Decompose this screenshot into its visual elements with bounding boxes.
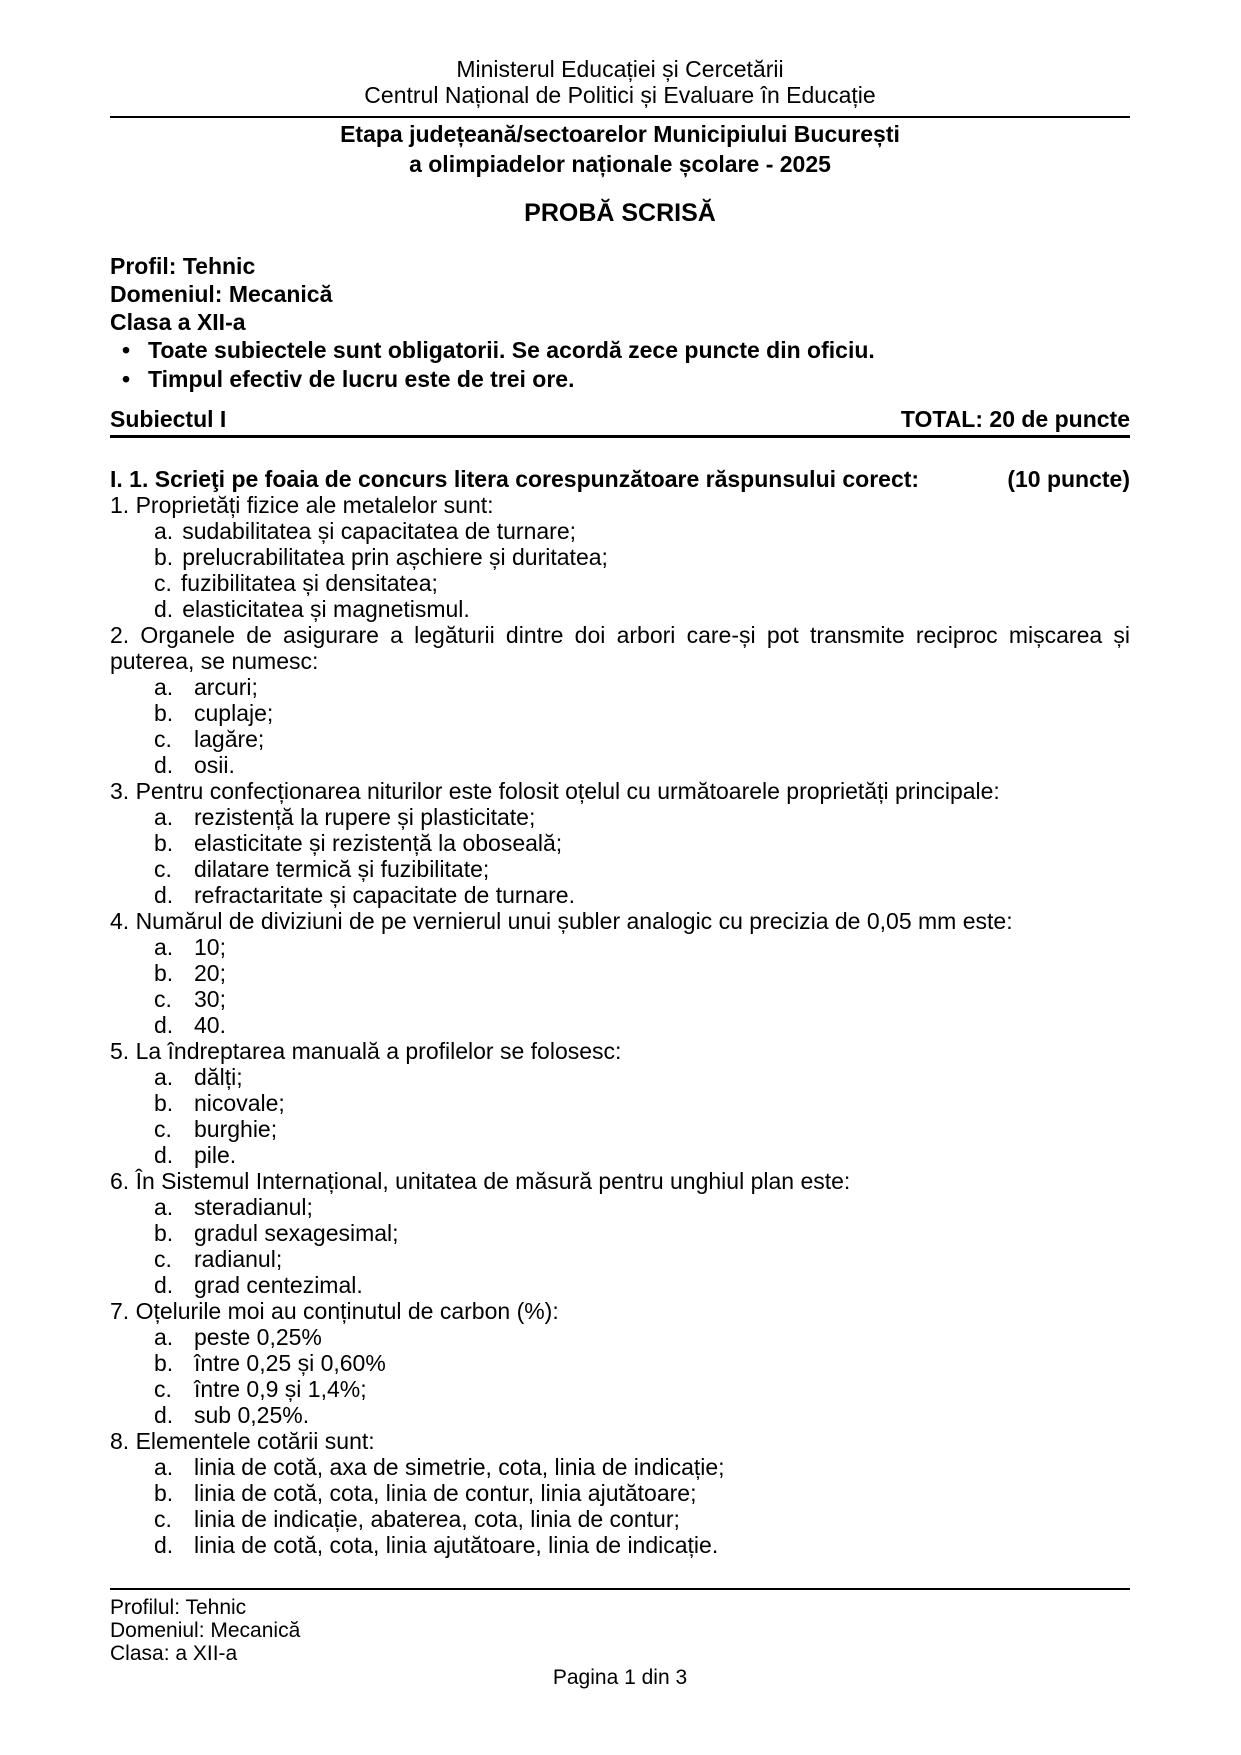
bullet-icon: •: [122, 337, 131, 363]
option-letter: d.: [154, 1532, 174, 1558]
option-letter: d.: [154, 1402, 174, 1428]
answer-option: [110, 1402, 1130, 1428]
option-letter: c.: [154, 986, 172, 1012]
option-letter: b.: [154, 700, 174, 726]
option-letter: b.: [154, 960, 174, 986]
question-text: 8. Elementele cotării sunt:: [110, 1428, 375, 1454]
rule-text: Timpul efectiv de lucru este de trei ore.: [148, 366, 575, 392]
question-text: 2. Organele de asigurare a legăturii dintre doi arbori care-și pot transmite reciproc mișcarea și: [110, 622, 1130, 648]
option-letter: a.: [154, 1454, 174, 1480]
page-number: Pagina 1 din 3: [552, 1666, 688, 1689]
answer-option: [110, 726, 1130, 752]
answer-option: [110, 570, 1130, 596]
meta-domeniul: Domeniul: Mecanică: [110, 281, 333, 307]
answer-option: [110, 1532, 1130, 1558]
option-text: refractaritate și capacitate de turnare.: [194, 882, 575, 908]
option-text: nicovale;: [194, 1090, 285, 1116]
answer-option: [110, 1246, 1130, 1272]
option-text: elasticitate și rezistență la oboseală;: [194, 830, 563, 856]
option-text: între 0,9 și 1,4%;: [194, 1376, 367, 1402]
option-letter: a.: [154, 934, 174, 960]
option-letter: d.: [154, 1272, 174, 1298]
option-letter: a.: [154, 518, 174, 544]
option-letter: a.: [154, 1064, 174, 1090]
answer-option: [110, 596, 1130, 622]
answer-option: [110, 986, 1130, 1012]
option-letter: d.: [154, 1142, 174, 1168]
question-text: 6. În Sistemul Internațional, unitatea de măsură pentru unghiul plan este:: [110, 1168, 851, 1194]
question-text: 7. Oțelurile moi au conținutul de carbon (%):: [110, 1298, 559, 1324]
answer-option: [110, 1506, 1130, 1532]
answer-option: [110, 804, 1130, 830]
option-letter: d.: [154, 882, 174, 908]
answer-option: [110, 882, 1130, 908]
footer-clasa: Clasa: a XII-a: [110, 1642, 238, 1665]
option-text: gradul sexagesimal;: [194, 1220, 399, 1246]
option-text: 10;: [194, 934, 226, 960]
header-divider: [110, 116, 1130, 118]
question-text: 3. Pentru confecționarea niturilor este folosit oțelul cu următoarele proprietăți principale:: [110, 778, 1000, 804]
option-letter: d.: [154, 1012, 174, 1038]
option-letter: b.: [154, 544, 174, 570]
option-text: rezistență la rupere și plasticitate;: [194, 804, 536, 830]
option-text: linia de indicație, abaterea, cota, linia de contur;: [194, 1506, 680, 1532]
meta-profil: Profil: Tehnic: [110, 253, 256, 279]
meta-clasa: Clasa a XII-a: [110, 309, 246, 335]
answer-option: [110, 1090, 1130, 1116]
option-letter: b.: [154, 1090, 174, 1116]
question-block: [110, 1038, 1130, 1168]
answer-option: [110, 934, 1130, 960]
questions-list: [110, 492, 1130, 1558]
answer-option: [110, 1376, 1130, 1402]
option-text: grad centezimal.: [194, 1272, 363, 1298]
option-letter: d.: [154, 752, 174, 778]
subject-label: Subiectul I: [110, 406, 227, 432]
question-text: 5. La îndreptarea manuală a profilelor se folosesc:: [110, 1038, 622, 1064]
answer-option: [110, 1116, 1130, 1142]
option-text: burghie;: [194, 1116, 278, 1142]
option-text: pile.: [194, 1142, 237, 1168]
rule-item: [110, 365, 1130, 394]
answer-option: [110, 1194, 1130, 1220]
stage-title-line1: Etapa județeană/sectoarelor Municipiului București: [340, 121, 900, 147]
answer-option: [110, 830, 1130, 856]
option-letter: b.: [154, 1480, 174, 1506]
option-letter: c.: [154, 1116, 172, 1142]
option-text: 20;: [194, 960, 226, 986]
option-text: linia de cotă, cota, linia ajutătoare, linia de indicație.: [194, 1532, 719, 1558]
option-text: lagăre;: [194, 726, 265, 752]
option-text: prelucrabilitatea prin așchiere și duritatea;: [182, 544, 608, 570]
exam-meta: [110, 252, 1130, 394]
option-letter: a.: [154, 674, 174, 700]
question-block: [110, 908, 1130, 1038]
answer-option: [110, 700, 1130, 726]
option-text: cuplaje;: [194, 700, 274, 726]
option-text: radianul;: [194, 1246, 283, 1272]
center-name: Centrul Național de Politici și Evaluare în Educație: [364, 82, 876, 108]
option-letter: c.: [154, 856, 172, 882]
option-letter: b.: [154, 830, 174, 856]
answer-option: [110, 960, 1130, 986]
option-letter: c.: [154, 570, 172, 596]
answer-option: [110, 674, 1130, 700]
answer-option: [110, 1454, 1130, 1480]
option-text: steradianul;: [194, 1194, 313, 1220]
rule-item: [110, 336, 1130, 365]
option-text: linia de cotă, axa de simetrie, cota, linia de indicație;: [194, 1454, 725, 1480]
question-block: [110, 492, 1130, 622]
question-text: 1. Proprietăți fizice ale metalelor sunt:: [110, 492, 494, 518]
answer-option: [110, 1480, 1130, 1506]
option-letter: a.: [154, 1194, 174, 1220]
option-text: arcuri;: [194, 674, 258, 700]
option-text: osii.: [194, 752, 235, 778]
answer-option: [110, 1272, 1130, 1298]
bullet-icon: •: [122, 366, 131, 392]
option-text: 30;: [194, 986, 226, 1012]
option-letter: b.: [154, 1350, 174, 1376]
footer-domeniul: Domeniul: Mecanică: [110, 1619, 301, 1642]
question-block: [110, 778, 1130, 908]
answer-option: [110, 518, 1130, 544]
option-text: fuzibilitatea și densitatea;: [180, 570, 438, 596]
option-text: elasticitatea și magnetismul.: [182, 596, 470, 622]
answer-option: [110, 1142, 1130, 1168]
answer-option: [110, 1350, 1130, 1376]
answer-option: [110, 856, 1130, 882]
option-letter: c.: [154, 1376, 172, 1402]
question-block: [110, 1298, 1130, 1428]
ministry-name: Ministerul Educației și Cercetării: [456, 56, 784, 82]
answer-option: [110, 1324, 1130, 1350]
rule-text: Toate subiectele sunt obligatorii. Se acordă zece puncte din oficiu.: [148, 337, 875, 363]
question-text: puterea, se numesc:: [110, 648, 319, 674]
answer-option: [110, 752, 1130, 778]
option-letter: a.: [154, 804, 174, 830]
instruction-header: [110, 466, 1130, 492]
option-text: linia de cotă, cota, linia de contur, linia ajutătoare;: [194, 1480, 697, 1506]
option-letter: a.: [154, 1324, 174, 1350]
option-text: dilatare termică și fuzibilitate;: [194, 856, 490, 882]
footer-profilul: Profilul: Tehnic: [110, 1596, 247, 1619]
instruction-text: I. 1. Scrieţi pe foaia de concurs litera corespunzătoare răspunsului corect:: [110, 466, 920, 492]
answer-option: [110, 544, 1130, 570]
question-block: [110, 622, 1130, 778]
option-letter: c.: [154, 726, 172, 752]
option-text: între 0,25 și 0,60%: [194, 1350, 386, 1376]
option-text: dălți;: [194, 1064, 243, 1090]
option-letter: b.: [154, 1220, 174, 1246]
answer-option: [110, 1064, 1130, 1090]
option-text: 40.: [194, 1012, 226, 1038]
instruction-points: (10 puncte): [1007, 466, 1130, 492]
answer-option: [110, 1012, 1130, 1038]
exam-title: PROBĂ SCRISĂ: [524, 199, 716, 227]
option-letter: c.: [154, 1506, 172, 1532]
option-letter: d.: [154, 596, 174, 622]
stage-title-line2: a olimpiadelor naționale școlare - 2025: [409, 151, 831, 177]
subject-total-points: TOTAL: 20 de puncte: [900, 406, 1130, 432]
footer-divider: [110, 1588, 1130, 1590]
question-block: [110, 1428, 1130, 1558]
question-text: 4. Numărul de diviziuni de pe vernierul unui șubler analogic cu precizia de 0,05 mm este:: [110, 908, 1013, 934]
subject-header: [110, 406, 1130, 438]
option-text: sub 0,25%.: [194, 1402, 310, 1428]
answer-option: [110, 1220, 1130, 1246]
option-text: peste 0,25%: [194, 1324, 322, 1350]
option-text: sudabilitatea și capacitatea de turnare;: [182, 518, 576, 544]
question-block: [110, 1168, 1130, 1298]
page-footer: [110, 1588, 1130, 1689]
option-letter: c.: [154, 1246, 172, 1272]
